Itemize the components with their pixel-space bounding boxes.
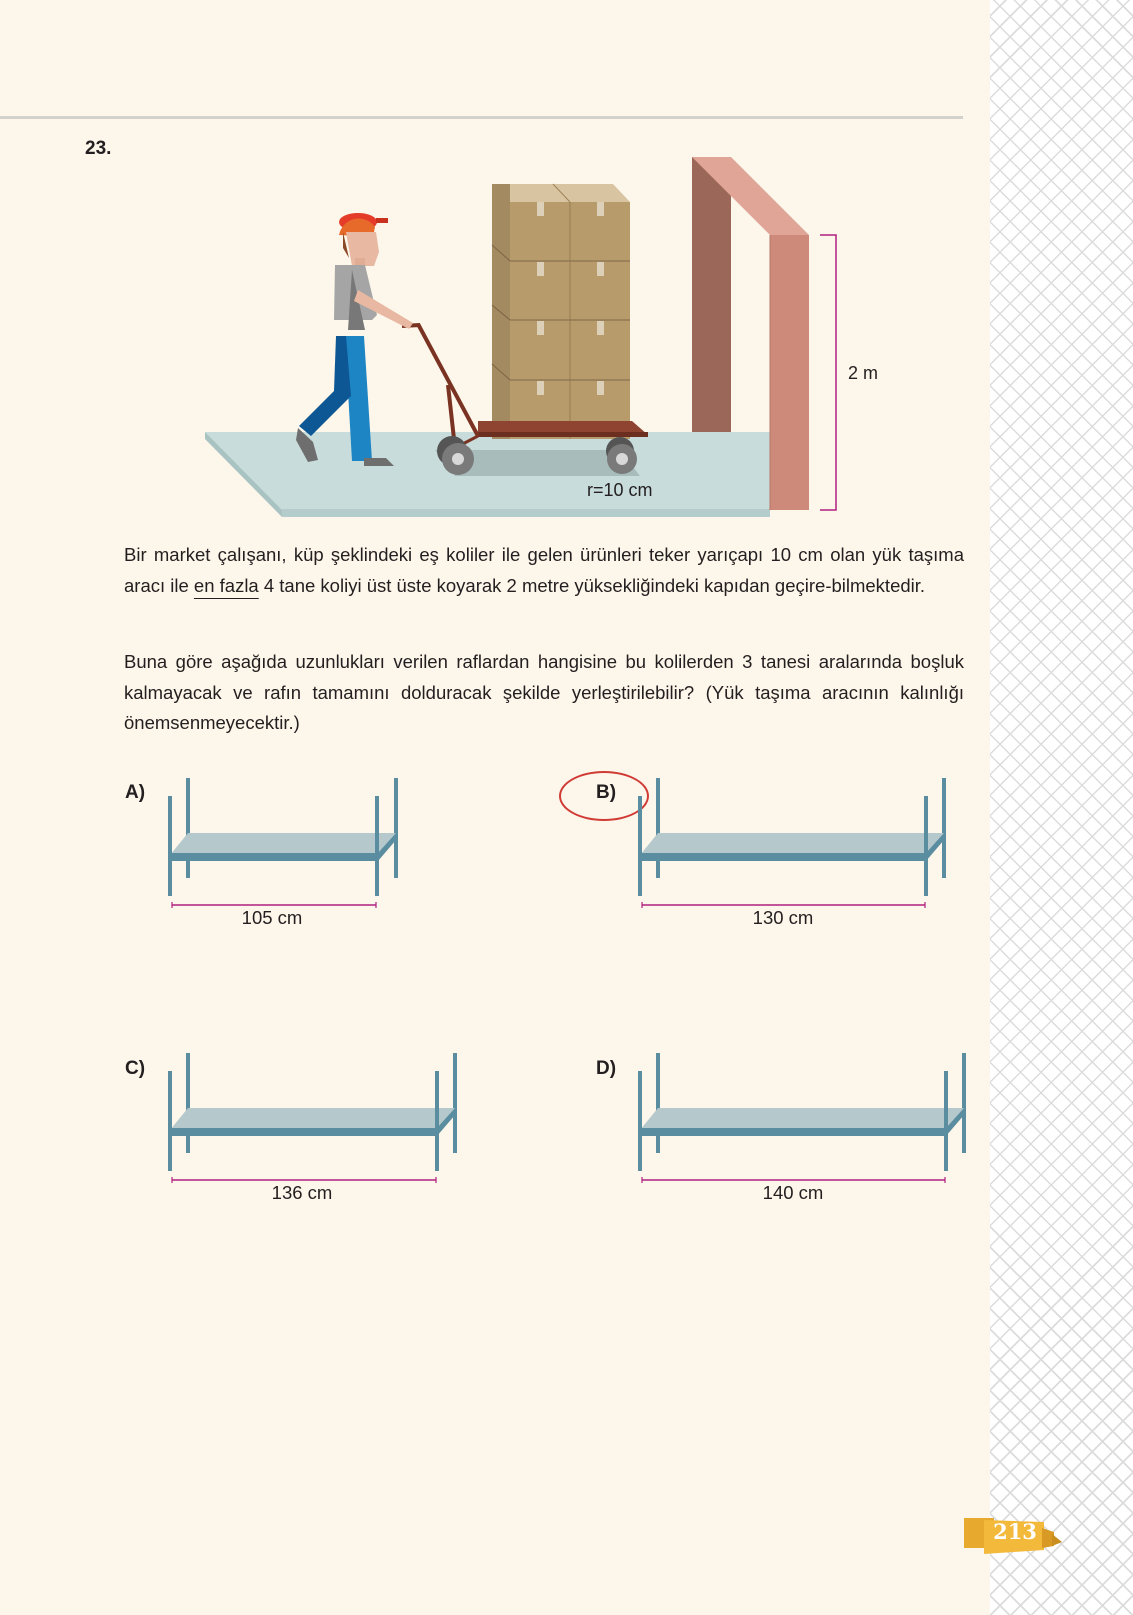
- emphasis-underline: en fazla: [193, 574, 259, 596]
- side-margin-pattern: [990, 0, 1133, 1615]
- page-number: 213: [993, 1519, 1037, 1544]
- shelf-a-diagram[interactable]: [160, 770, 400, 910]
- shelf-a-length: 105 cm: [241, 907, 303, 928]
- worker-figure: [296, 213, 413, 466]
- shelf-c-diagram[interactable]: [160, 1045, 460, 1185]
- shelf-d-diagram[interactable]: [632, 1045, 972, 1185]
- question-number: 23.: [85, 138, 112, 159]
- option-c-letter[interactable]: C): [125, 1058, 146, 1079]
- paragraph-1-part-1: Bir market çalışanı, küp şeklindeki eş koliler ile gelen ürünleri teker yarıçapı 10 cm olan yük taşıma aracı ile: [124, 544, 964, 596]
- wheel-radius-label: r=10 cm: [587, 480, 653, 500]
- option-b-letter[interactable]: B): [596, 782, 617, 803]
- shelf-d-length: 140 cm: [762, 1182, 824, 1203]
- option-a-letter[interactable]: A): [125, 782, 146, 803]
- box-stack: [492, 184, 630, 439]
- option-d-letter[interactable]: D): [596, 1058, 617, 1079]
- illustration-worker-cart-door: [0, 0, 990, 540]
- shelf-b-diagram[interactable]: [632, 770, 952, 910]
- paragraph-1-part-2: 4 tane koliyi üst üste koyarak 2 metre yüksekliğindeki kapıdan geçire-bilmektedir.: [258, 574, 926, 596]
- question-paragraph-1: [124, 540, 964, 601]
- shelf-b-length: 130 cm: [752, 907, 814, 928]
- question-paragraph-2: Buna göre aşağıda uzunlukları verilen raflardan hangisine bu kolilerden 3 tanesi aralarında boşluk kalmayacak ve rafın tamamını dolduracak şekilde yerleştirilebilir? (Yük taşıma aracının kalınlığı önemsenmeyecektir.): [124, 651, 964, 733]
- shelf-c-length: 136 cm: [271, 1182, 333, 1203]
- door-height-label: 2 m: [848, 363, 879, 383]
- height-bracket: [820, 235, 836, 510]
